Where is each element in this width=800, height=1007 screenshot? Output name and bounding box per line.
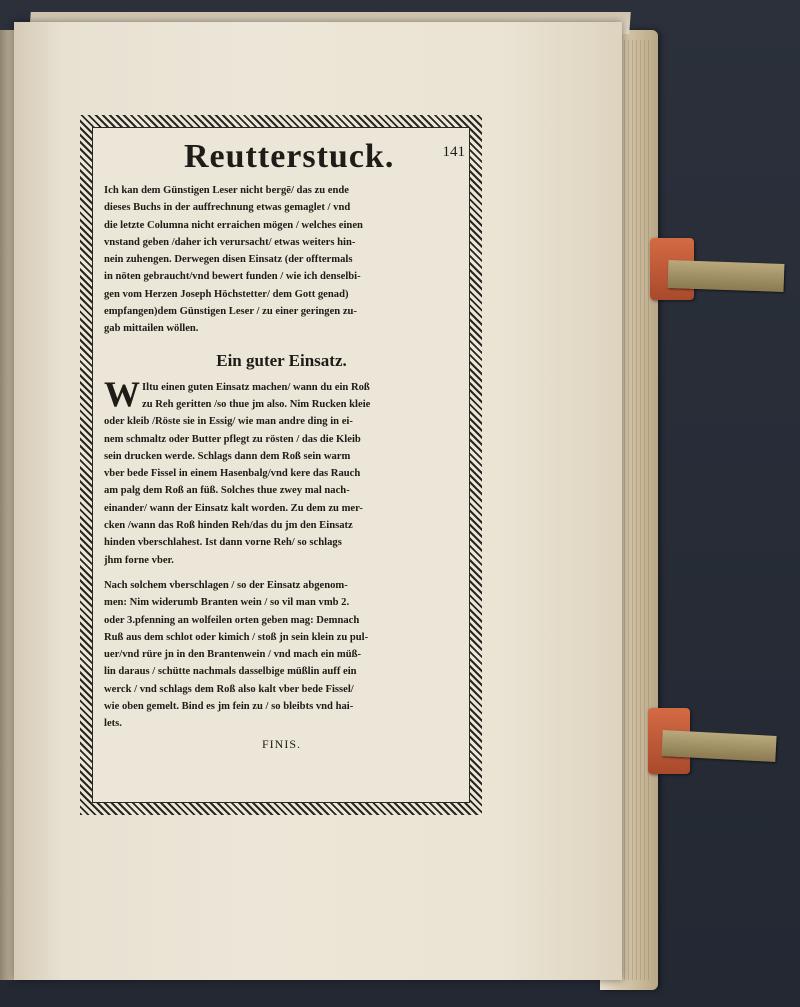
text-line: jhm forne vber. bbox=[104, 554, 174, 566]
text-line: Iltu einen guten Einsatz machen/ wann du ein Roß bbox=[142, 381, 370, 393]
text-line: lets. bbox=[104, 718, 122, 730]
text-line: uer/vnd rüre jn in den Brantenwein / vnd mach ein müß- bbox=[104, 649, 362, 661]
page-title: Reutterstuck. bbox=[184, 138, 395, 175]
text-line: vber bede Fissel in einem Hasenbalg/vnd kere das Rauch bbox=[104, 468, 361, 480]
text-line: wie oben gemelt. Bind es jm fein zu / so bleibts vnd hai- bbox=[104, 701, 354, 713]
text-line: cken /wann das Roß hinden Reh/das du jm den Einsatz bbox=[104, 520, 353, 532]
text-line: sein drucken werde. Schlags dann dem Roß sein warm bbox=[104, 450, 351, 462]
text-line: hinden vberschlahest. Ist dann vorne Reh/ so schlags bbox=[104, 537, 342, 549]
text-line: gen vom Herzen Joseph Höchstetter/ dem Gott genad) bbox=[104, 288, 349, 300]
running-head bbox=[104, 138, 465, 182]
after-paragraph bbox=[104, 577, 459, 733]
text-line: zu Reh geritten /so thue jm also. Nim Rucken kleie bbox=[142, 398, 371, 410]
text-line: dieses Buchs in der auffrechnung etwas gemaglet / vnd bbox=[104, 202, 351, 214]
finis-mark: FINIS. bbox=[261, 736, 301, 751]
intro-paragraph bbox=[104, 182, 459, 338]
section-heading: Ein guter Einsatz. bbox=[216, 350, 347, 370]
text-line: Ruß aus dem schlot oder kimich / stoß jn sein klein zu pul- bbox=[104, 631, 369, 643]
drop-cap: W bbox=[104, 373, 140, 414]
text-line: in nöten gebraucht/vnd bewert funden / wie ich denselbi- bbox=[104, 271, 361, 283]
page-number: 141 bbox=[442, 144, 465, 160]
text-line: empfangen)dem Günstigen Leser / zu einer geringen zu- bbox=[104, 306, 357, 318]
text-line: lin daraus / schütte nachmals dasselbige müßlin auff ein bbox=[104, 666, 357, 678]
text-line: am palg dem Roß an füß. Solches thue zwey mal nach- bbox=[104, 485, 350, 497]
text-line: oder kleib /Röste sie in Essig/ wie man andre ding in ei- bbox=[104, 416, 353, 428]
text-line: gab mittailen wöllen. bbox=[104, 323, 199, 335]
text-line: einander/ wann der Einsatz kalt worden. Zu dem zu mer- bbox=[104, 502, 363, 514]
text-line: nein zuhengen. Derwegen disen Einsatz (der offtermals bbox=[104, 254, 353, 266]
recipe-paragraph bbox=[104, 373, 459, 569]
text-line: die letzte Columna nicht erraichen mögen / welches einen bbox=[104, 219, 363, 231]
text-line: werck / vnd schlags dem Roß also kalt vber bede Fissel/ bbox=[104, 683, 354, 695]
text-line: oder 3.pfenning an wolfeilen orten geben mag: Demnach bbox=[104, 614, 360, 626]
clasp-metal-upper bbox=[668, 260, 785, 292]
text-line: Ich kan dem Günstigen Leser nicht bergē/ das zu ende bbox=[104, 185, 349, 196]
text-line: men: Nim widerumb Branten wein / so vil man vmb 2. bbox=[104, 597, 350, 609]
text-line: nem schmaltz oder Butter pflegt zu rösten / das die Kleib bbox=[104, 433, 361, 445]
text-line: Nach solchem vberschlagen / so der Einsatz abgenom- bbox=[104, 579, 348, 591]
page-text-block bbox=[104, 138, 465, 752]
text-line: vnstand geben /daher ich verursacht/ etwas weiters hin- bbox=[104, 236, 356, 248]
